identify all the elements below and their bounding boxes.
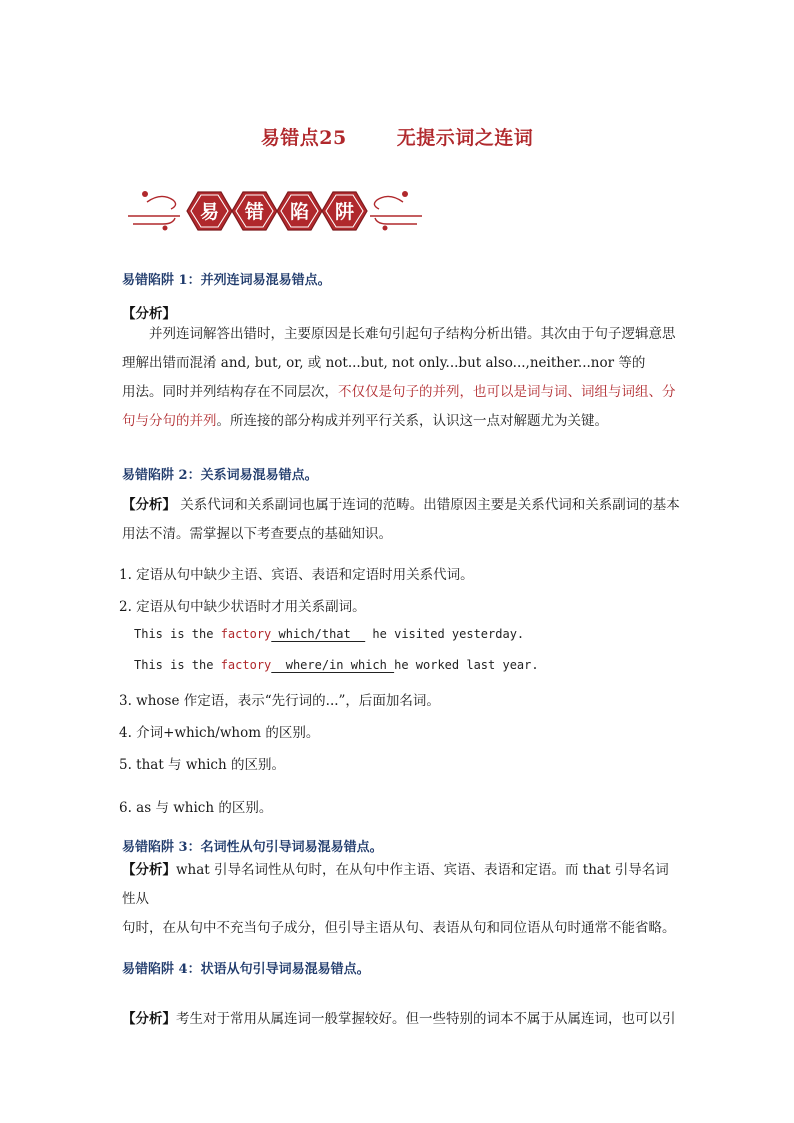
trap-2-item-6: 6. as 与 which 的区别。 bbox=[119, 800, 273, 816]
title-text: 无提示词之连词 bbox=[396, 127, 534, 149]
trap-4-heading: 易错陷阱 4：状语从句引导词易混易错点。 bbox=[122, 962, 370, 977]
left-swirl-decoration bbox=[128, 191, 180, 231]
banner-char-2: 错 bbox=[244, 201, 265, 223]
example-1-blank: which/that bbox=[271, 627, 366, 641]
trap-1-line-3 bbox=[122, 378, 682, 407]
example-1-keyword: factory bbox=[220, 627, 272, 641]
trap-2-paragraph bbox=[122, 491, 682, 549]
example-sentence-2 bbox=[134, 658, 539, 672]
trap-1-highlight-2: 句与分句的并列 bbox=[122, 413, 217, 429]
trap-2-line-2: 用法不清。需掌握以下考查要点的基础知识。 bbox=[122, 526, 392, 542]
trap-2-item-2: 2. 定语从句中缺少状语时才用关系副词。 bbox=[119, 599, 366, 615]
trap-1-line-4 bbox=[122, 407, 682, 436]
trap-3-analysis-label: 【分析】 bbox=[122, 862, 176, 878]
example-1-end: he visited yesterday. bbox=[365, 627, 525, 641]
trap-4-paragraph bbox=[122, 1005, 687, 1034]
trap-4-line-1 bbox=[122, 1005, 687, 1034]
banner-char-1: 易 bbox=[199, 201, 220, 223]
trap-3-heading: 易错陷阱 3：名词性从句引导词易混易错点。 bbox=[122, 840, 383, 855]
trap-3-line-2: 句时，在从句中不充当句子成分，但引导主语从句、表语从句和同位语从句时通常不能省略。 bbox=[122, 920, 676, 936]
trap-2-heading: 易错陷阱 2：关系词易混易错点。 bbox=[122, 468, 318, 483]
trap-1-line-4-text: 。所连接的部分构成并列平行关系，认识这一点对解题尤为关键。 bbox=[216, 413, 608, 429]
section-banner bbox=[125, 180, 425, 242]
example-2-keyword: factory bbox=[220, 658, 272, 672]
trap-2-line-1 bbox=[122, 491, 682, 520]
trap-3-line-1-text: what 引导名词性从句时，在从句中作主语、宾语、表语和定语。而 that 引导名词性从 bbox=[122, 862, 669, 907]
banner-char-4: 阱 bbox=[334, 201, 355, 223]
right-swirl-decoration bbox=[370, 191, 422, 231]
trap-3-paragraph bbox=[122, 856, 682, 943]
trap-3-line-1 bbox=[122, 856, 682, 914]
trap-1-line-3-text: 用法。同时并列结构存在不同层次， bbox=[122, 384, 338, 400]
trap-1-highlight-1: 不仅仅是句子的并列，也可以是词与词、词组与词组、分 bbox=[338, 384, 676, 400]
page-title bbox=[0, 123, 794, 150]
example-2-end: he worked last year. bbox=[394, 658, 539, 672]
banner-char-3: 陷 bbox=[289, 201, 310, 223]
example-sentence-1 bbox=[134, 627, 524, 641]
trap-2-item-4: 4. 介词+which/whom 的区别。 bbox=[119, 725, 320, 741]
title-number: 易错点25 bbox=[260, 127, 347, 149]
example-1-start: This is the bbox=[134, 627, 221, 641]
trap-4-analysis-label: 【分析】 bbox=[122, 1011, 176, 1027]
trap-2-analysis-label: 【分析】 bbox=[122, 497, 176, 513]
trap-1-paragraph bbox=[122, 320, 682, 436]
trap-4-line-1-text: 考生对于常用从属连词一般掌握较好。但一些特别的词本不属于从属连词，也可以引 bbox=[176, 1011, 676, 1027]
trap-1-line-2: 理解出错而混淆 and, but, or, 或 not...but, not only...but also...,neither...nor 等的 bbox=[122, 355, 646, 371]
trap-1-analysis-label: 【分析】 bbox=[122, 306, 176, 322]
example-2-blank: where/in which bbox=[271, 658, 395, 672]
example-2-start: This is the bbox=[134, 658, 221, 672]
trap-2-item-5: 5. that 与 which 的区别。 bbox=[119, 757, 285, 773]
trap-1-heading: 易错陷阱 1：并列连词易混易错点。 bbox=[122, 273, 331, 288]
trap-2-item-3: 3. whose 作定语，表示“先行词的...”，后面加名词。 bbox=[119, 693, 440, 709]
trap-2-line-1-text: 关系代词和关系副词也属于连词的范畴。出错原因主要是关系代词和关系副词的基本 bbox=[176, 497, 680, 513]
trap-2-item-1: 1. 定语从句中缺少主语、宾语、表语和定语时用关系代词。 bbox=[119, 567, 474, 583]
trap-1-line-1: 并列连词解答出错时，主要原因是长难句引起句子结构分析出错。其次由于句子逻辑意思 bbox=[149, 326, 676, 342]
